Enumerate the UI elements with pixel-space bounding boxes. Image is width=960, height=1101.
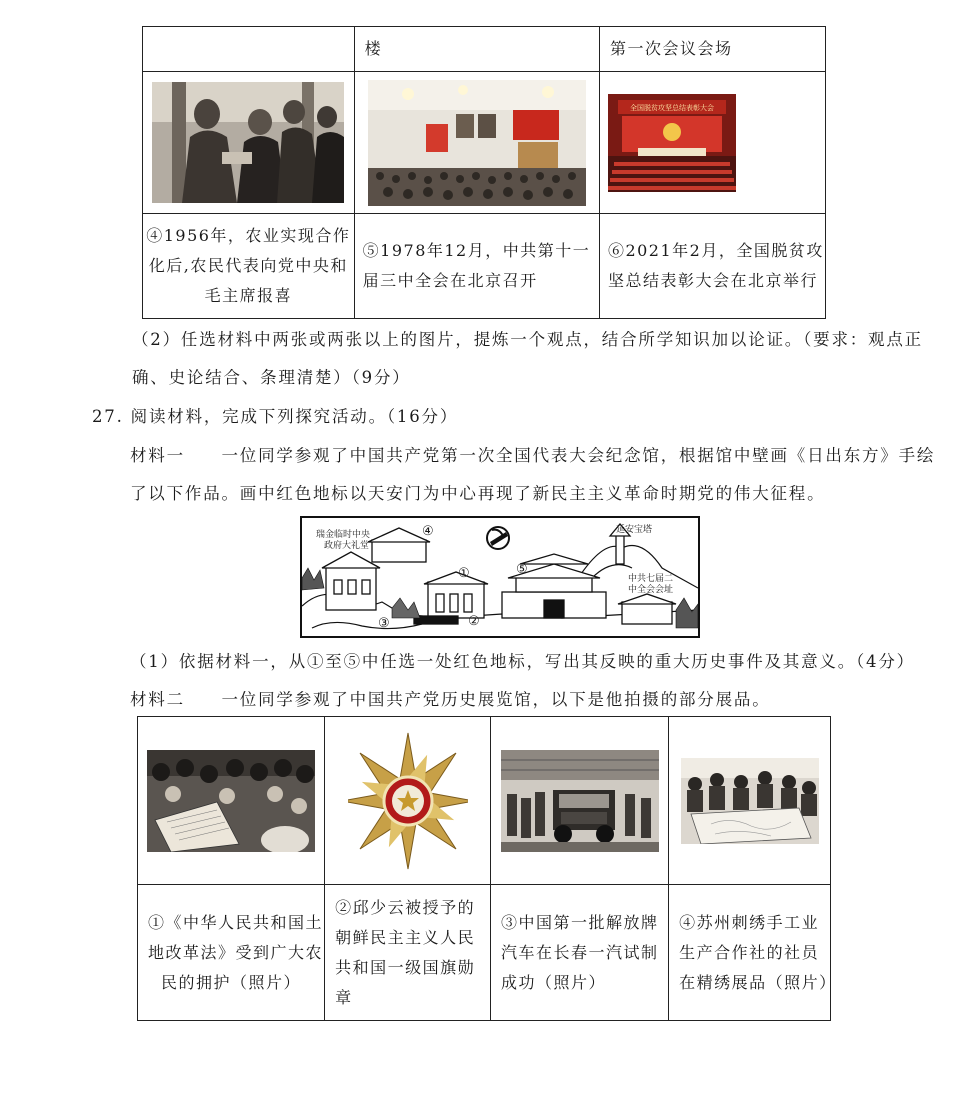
table1-caption-cell-4 [143,214,355,319]
caption-line: 届三中全会在北京召开 [362,271,538,290]
xibaipo-label-line: 中全会会址 [628,585,674,595]
table2-caption-cell-4 [669,885,837,1021]
caption-line: ④苏州刺绣手工业 [679,912,820,932]
caption-line: ③中国第一批解放牌 [500,912,659,932]
poverty-commendation-photo [608,94,736,192]
poverty-commendation-illustration [608,94,736,192]
land-reform-illustration [147,750,315,852]
events-photo-table [142,26,826,319]
question-2-line-1: （2）任选材料中两张或两张以上的图片，提炼一个观点，结合所学知识加以论证。（要求：观点正 [132,330,923,349]
jiefang-truck-illustration [501,750,659,852]
third-plenum-photo [368,80,586,206]
table1-photo-cell [599,72,825,214]
caption-line: 生产合作社的社员 [679,942,820,962]
question-2-line-2: 确、史论结合、条理清楚）（9分） [132,368,411,387]
table1-photo-cell [354,72,599,214]
table2-photo-cell [490,717,668,885]
caption-line: 朝鲜民主主义人民 [335,927,476,947]
jiefang-truck-photo [501,750,659,852]
caption-line: ⑤1978年12月，中共第十一 [362,241,591,260]
table1-header-cell-2 [354,27,599,72]
caption-line: 章 [335,987,353,1007]
poverty-banner-text: 全国脱贫攻坚总结表彰大会 [629,103,714,112]
material-1-line-1: 材料一 一位同学参观了中国共产党第一次全国代表大会纪念馆，根据馆中壁画《日出东方》手绘 [130,446,936,465]
ruijin-label-line: 政府大礼堂 [324,541,370,551]
material-2-line: 材料二 一位同学参观了中国共产党历史展览馆，以下是他拍摄的部分展品。 [130,690,771,709]
sunrise-mural-drawing [300,516,700,638]
farmers-reporting-photo [152,82,344,203]
ruijin-label-line: 瑞金临时中央 [316,530,371,540]
embroidery-photo [681,758,819,844]
table1-header-cell-3 [599,27,825,72]
landmark-number-1: ① [458,566,470,581]
table1-header-text: 楼 [364,39,383,58]
table1-header-text: 第一次会议会场 [609,39,733,58]
caption-line: ④1956年，农业实现合作 [146,226,351,245]
land-reform-photo [147,750,315,852]
farmers-reporting-illustration [152,82,344,203]
table1-caption-cell-5 [354,214,599,319]
caption-line: 地改革法》受到广大农 [148,942,324,962]
caption-line: 民的拥护（照片） [161,972,302,992]
landmark-number-5: ⑤ [516,562,528,577]
exhibits-photo-table [137,716,837,1021]
table2-caption-cell-2 [325,885,491,1021]
xibaipo-label [628,574,673,596]
medal-photo [348,726,468,876]
national-flag-order-medal [348,726,468,876]
table1-caption-cell-6 [599,214,825,319]
ruijin-label [316,530,370,552]
landmark-number-4: ④ [422,524,434,539]
caption-line: 毛主席报喜 [204,286,293,305]
xibaipo-label-line: 中共七届二 [628,574,674,584]
caption-line: 汽车在长春一汽试制 [500,942,659,962]
caption-line: 在精绣展品（照片） [679,972,837,992]
caption-line: 共和国一级国旗勋 [335,957,476,977]
caption-line: ②邱少云被授予的 [335,897,476,917]
caption-line: ①《中华人民共和国土 [148,912,324,932]
material-1-line-2: 了以下作品。画中红色地标以天安门为中心再现了新民主主义革命时期党的伟大征程。 [130,484,826,503]
landmark-number-3: ③ [378,616,390,631]
table2-caption-cell-1 [138,885,325,1021]
table1-photo-cell [143,72,355,214]
caption-line: ⑥2021年2月，全国脱贫攻 [607,241,824,260]
question-27-title: 27. 阅读材料，完成下列探究活动。（16分） [92,407,459,426]
third-plenum-illustration [368,80,586,206]
landmark-number-2: ② [468,614,480,629]
table2-photo-cell [325,717,491,885]
table2-caption-cell-3 [490,885,668,1021]
embroidery-workers-illustration [681,758,819,844]
table2-photo-cell [138,717,325,885]
sub-question-1: （1）依据材料一，从①至⑤中任选一处红色地标，写出其反映的重大历史事件及其意义。（4分） [130,652,915,671]
table1-header-cell-1 [143,27,355,72]
yanan-pagoda-label: 延安宝塔 [616,525,653,535]
caption-line: 坚总结表彰大会在北京举行 [607,271,818,290]
caption-line: 化后,农民代表向党中央和 [148,256,348,275]
table2-photo-cell [669,717,831,885]
caption-line: 成功（照片） [500,972,606,992]
